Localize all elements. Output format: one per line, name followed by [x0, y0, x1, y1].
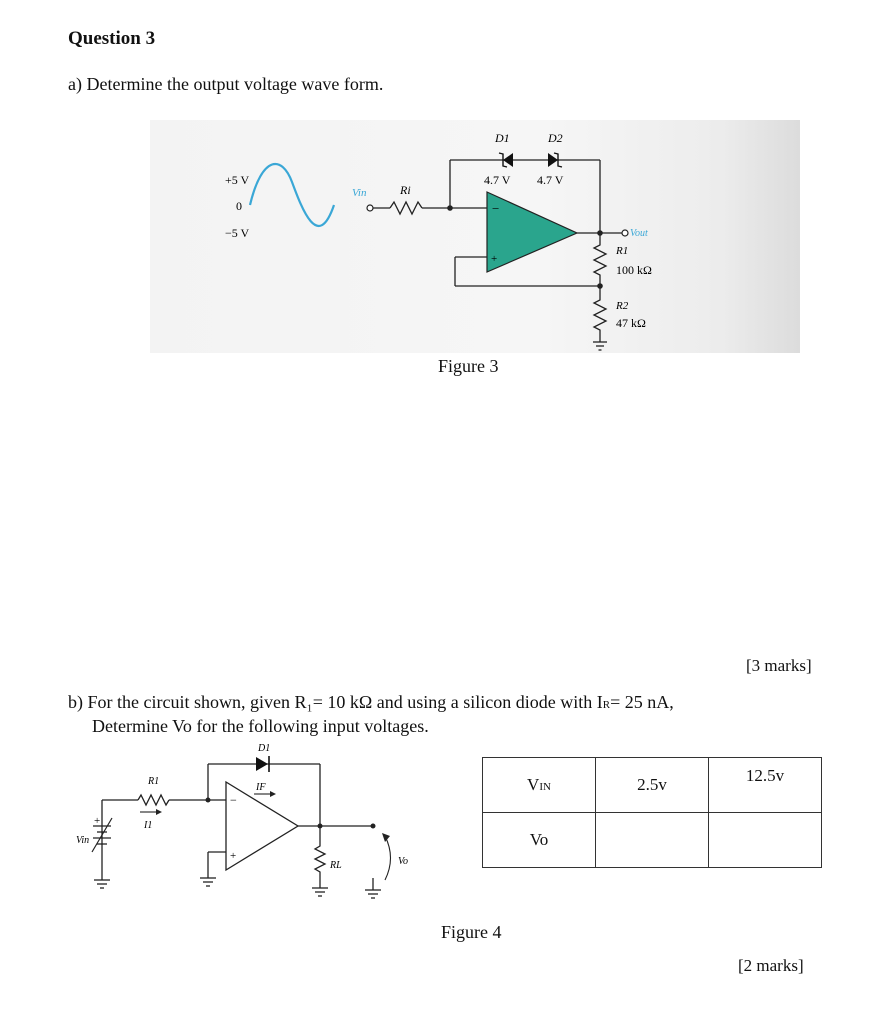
vo-value-cell-1 — [596, 813, 709, 868]
vin-value-cell-2: 12.5v — [709, 758, 822, 813]
d2-label: D2 — [548, 131, 563, 145]
vo-value-cell-2 — [709, 813, 822, 868]
r1-resistor-b — [138, 795, 169, 805]
d1-label-b: D1 — [258, 743, 271, 754]
input-sine-wave — [250, 164, 334, 226]
opamp-plus: + — [491, 253, 498, 265]
op-amp — [487, 192, 577, 272]
r1-label: R1 — [616, 245, 629, 257]
part-a-prompt: a) Determine the output voltage wave form. — [68, 74, 384, 94]
ri-label: Ri — [400, 183, 411, 197]
r1-resistor — [594, 233, 606, 286]
rl-resistor — [315, 826, 325, 888]
i1-label: I1 — [144, 820, 153, 831]
opamp-minus-b: − — [230, 793, 237, 807]
source-plus: + — [94, 815, 101, 827]
zener-d1 — [503, 153, 513, 167]
r2-resistor — [594, 286, 606, 342]
vo-arrow — [385, 836, 391, 880]
figure-4-circuit — [76, 740, 408, 915]
part-b-prompt-line2: Determine Vo for the following input voltages. — [92, 716, 429, 736]
vin-label: Vin — [352, 187, 367, 199]
part-b-marks: [2 marks] — [738, 956, 804, 975]
r2-label: R2 — [616, 300, 629, 312]
wave-neg-label: −5 V — [225, 226, 250, 240]
voltage-table — [482, 757, 822, 868]
vin-terminal — [367, 205, 373, 211]
opamp-minus: − — [492, 201, 500, 216]
op-amp-b — [226, 782, 298, 870]
r1-value: 100 kΩ — [616, 263, 652, 277]
opamp-plus-b: + — [230, 850, 237, 862]
table-row — [483, 758, 822, 813]
vout-label: Vout — [630, 228, 648, 239]
table-row — [483, 813, 822, 868]
zener2-rating: 4.7 V — [537, 173, 564, 187]
question-title: Question 3 — [68, 28, 156, 49]
figure-3-circuit — [150, 120, 800, 353]
vout-terminal — [622, 230, 628, 236]
zener1-rating: 4.7 V — [484, 173, 511, 187]
vo-header-cell: Vo — [483, 813, 596, 868]
figure-3-caption: Figure 3 — [438, 356, 499, 376]
if-label: IF — [256, 782, 266, 793]
ri-resistor — [390, 202, 422, 214]
part-a-marks: [3 marks] — [746, 656, 812, 675]
part-b-prompt-line1: b) For the circuit shown, given R₁= 10 kΩ and using a silicon diode with IR= 25 nA, — [68, 692, 674, 712]
r1-label-b: R1 — [148, 776, 160, 787]
diode-d1 — [256, 757, 268, 771]
zener-d2 — [548, 153, 558, 167]
wave-zero-label: 0 — [236, 199, 242, 213]
wave-pos-label: +5 V — [225, 173, 250, 187]
vo-label-b: Vo — [398, 856, 408, 867]
vin-label-b: Vin — [76, 835, 90, 846]
figure-4-caption: Figure 4 — [441, 922, 502, 942]
d1-label: D1 — [495, 131, 510, 145]
vin-value-cell-1: 2.5v — [596, 758, 709, 813]
vo-terminal — [371, 824, 376, 829]
rl-label: RL — [330, 860, 342, 871]
vin-header-cell: VIN — [483, 758, 596, 813]
r2-value: 47 kΩ — [616, 316, 646, 330]
